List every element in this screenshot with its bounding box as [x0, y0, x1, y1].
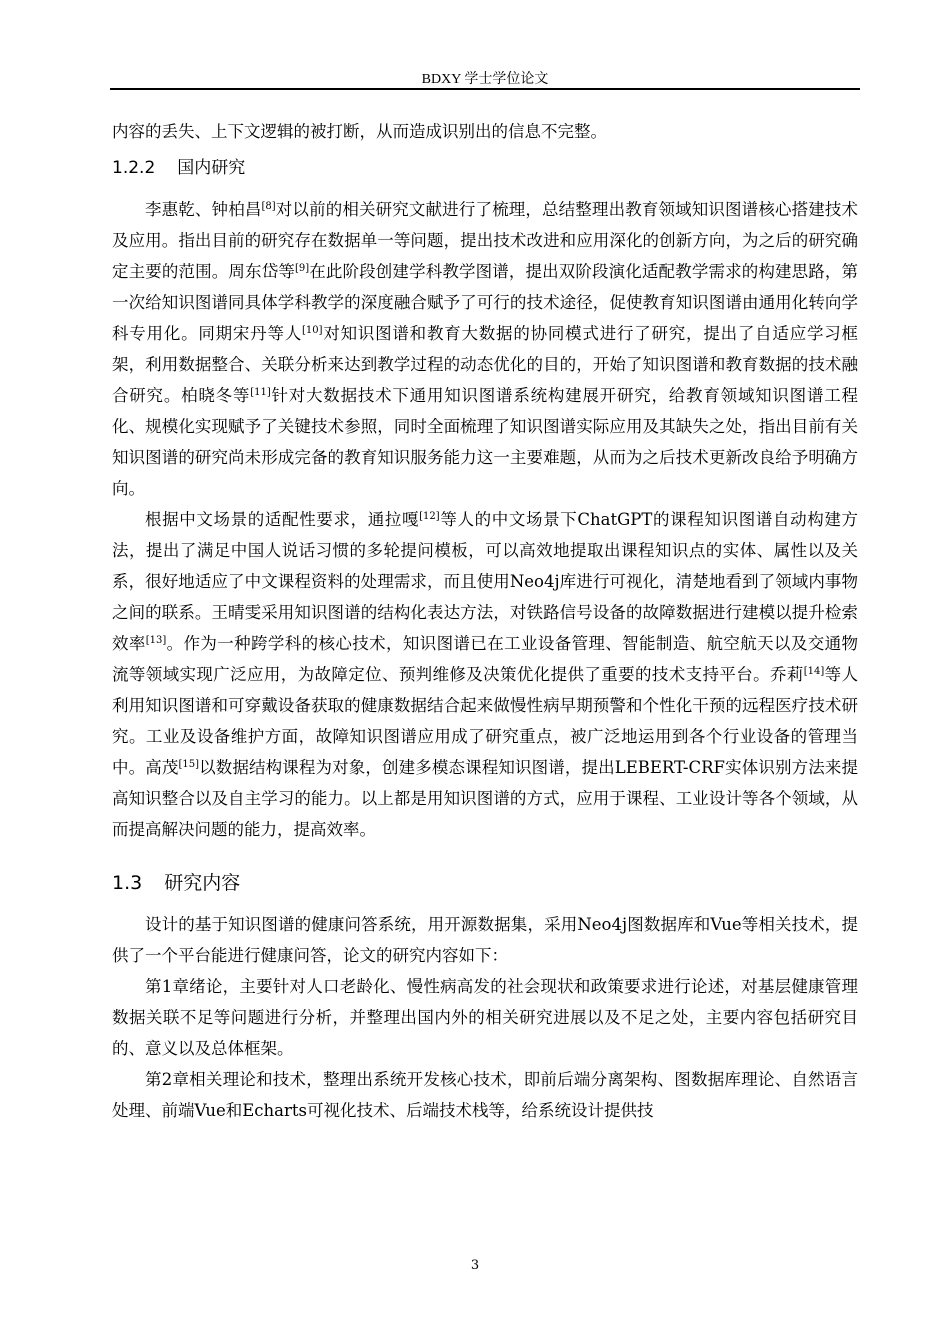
paragraph-domestic-research-2 — [112, 504, 858, 845]
citation-11: [11] — [250, 387, 271, 398]
citation-12: [12] — [419, 511, 440, 522]
page-number: 3 — [470, 1258, 480, 1273]
citation-8: [8] — [261, 201, 276, 212]
text-run: 以数据结构课程为对象，创建多模态课程知识图谱，提出LEBERT-CRF实体识别方法来提高知识整合以及自主学习的能力。以上都是用知识图谱的方式，应用于课程、工业设计等各个领域，从而提高解决问题的能力，提高效率。 — [112, 758, 858, 839]
section-title: 研究内容 — [164, 872, 241, 894]
section-number: 1.3 — [112, 872, 143, 894]
section-heading-1-3 — [112, 867, 858, 899]
citation-10: [10] — [302, 325, 323, 336]
section-number: 1.2.2 — [112, 158, 156, 178]
citation-15: [15] — [178, 759, 200, 770]
citation-13: [13] — [145, 635, 167, 646]
text-run: 针对大数据技术下通用知识图谱系统构建展开研究，给教育领域知识图谱工程化、规模化实现赋予了关键技术参照，同时全面梳理了知识图谱实际应用及其缺失之处，指出目前有关知识图谱的研究尚未形成完备的教育知识服务能力这一主要难题，从而为之后技术更新改良给予明确方向。 — [112, 386, 859, 498]
page-header: BDXY 学士学位论文 — [421, 72, 549, 87]
paragraph-research-content-intro: 设计的基于知识图谱的健康问答系统，用开源数据集，采用Neo4j图数据库和Vue等相关技术，提供了一个平台能进行健康问答，论文的研究内容如下： — [112, 915, 858, 965]
text-run: 。作为一种跨学科的核心技术，知识图谱已在工业设备管理、智能制造、航空航天以及交通物流等领域实现广泛应用，为故障定位、预判维修及决策优化提供了重要的技术支持平台。乔莉 — [112, 634, 859, 684]
section-title: 国内研究 — [177, 158, 246, 178]
paragraph-domestic-research-1 — [112, 194, 858, 504]
citation-14: [14] — [803, 666, 825, 677]
paragraph-chapter-1: 第1章绪论，主要针对人口老龄化、慢性病高发的社会现状和政策要求进行论述，对基层健康管理数据关联不足等问题进行分析，并整理出国内外的相关研究进展以及不足之处，主要内容包括研究目的、意义以及总体框架。 — [112, 977, 858, 1058]
paragraph-chapter-2: 第2章相关理论和技术，整理出系统开发核心技术，即前后端分离架构、图数据库理论、自然语言处理、前端Vue和Echarts可视化技术、后端技术栈等，给系统设计提供技 — [112, 1070, 858, 1120]
text-run: 李惠乾、钟柏昌 — [145, 200, 262, 219]
paragraph-continued: 内容的丢失、上下文逻辑的被打断，从而造成识别出的信息不完整。 — [112, 122, 607, 141]
section-heading-1-2-2 — [112, 153, 858, 184]
citation-9: [9] — [294, 263, 310, 274]
text-run: 对知识图谱和教育大数据的协同模式进行了研究，提出了自适应学习框架，利用数据整合、关联分析来达到教学过程的动态优化的目的，开始了知识图谱和教育数据的技术融合研究。柏晓冬等 — [112, 324, 859, 405]
text-run: 在此阶段创建学科教学图谱，提出双阶段演化适配教学需求的构建思路，第一次给知识图谱同具体学科教学的深度融合赋予了可行的技术途径，促使教育知识图谱由通用化转向学科专用化。同期宋丹等人 — [112, 262, 859, 343]
text-run: 根据中文场景的适配性要求，通拉嘎 — [145, 510, 420, 529]
text-run: 等人的中文场景下ChatGPT的课程知识图谱自动构建方法，提出了满足中国人说话习惯的多轮提问模板，可以高效地提取出课程知识点的实体、属性以及关系，很好地适应了中文课程资料的处理需求，而且使用Neo4j库进行可视化，清楚地看到了领域内事物之间的联系。王晴雯采用知识图谱的结构化表达方法，对铁路信号设备的故障数据进行建模以提升检索效率 — [112, 510, 859, 653]
header-rule — [110, 88, 860, 90]
text-run: 对以前的相关研究文献进行了梳理，总结整理出教育领域知识图谱核心搭建技术及应用。指出目前的研究存在数据单一等问题，提出技术改进和应用深化的创新方向，为之后的研究确定主要的范围。周东岱等 — [112, 200, 859, 281]
page-body — [112, 116, 858, 1126]
text-run: 等人利用知识图谱和可穿戴设备获取的健康数据结合起来做慢性病早期预警和个性化干预的远程医疗技术研究。工业及设备维护方面，故障知识图谱应用成了研究重点，被广泛地运用到各个行业设备的管理当中。高茂 — [112, 665, 859, 777]
